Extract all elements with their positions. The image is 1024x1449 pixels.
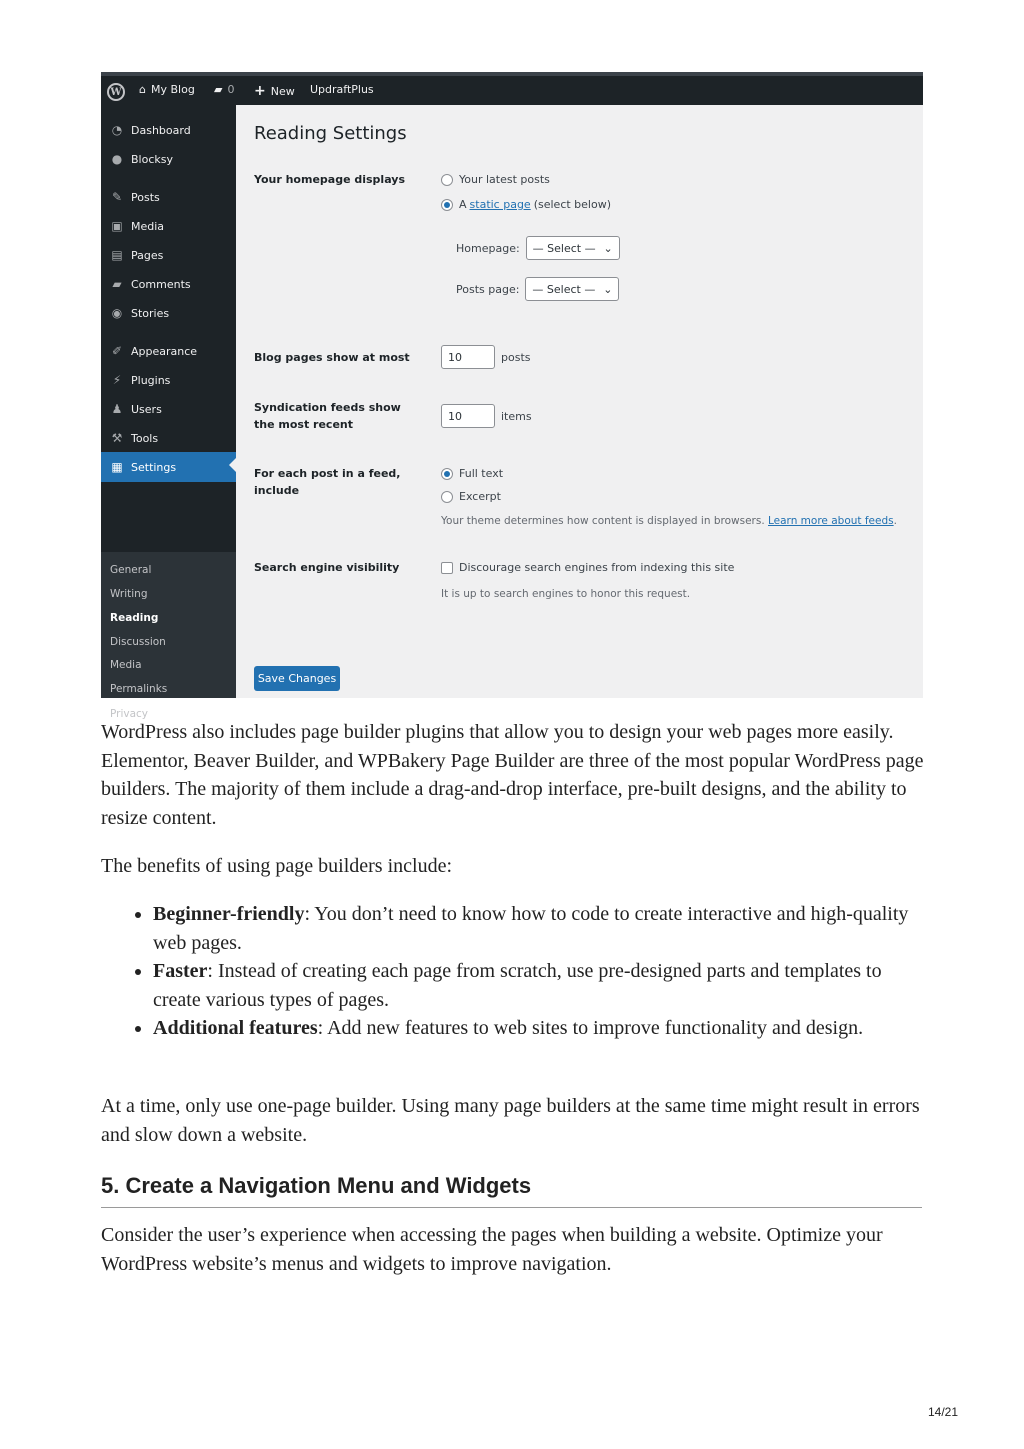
syndication-label: Syndication feeds show the most recent [254, 401, 401, 431]
user-icon: ♟ [111, 402, 123, 416]
submenu-writing[interactable]: Writing [110, 588, 148, 600]
sidebar-item-label: Settings [131, 460, 177, 474]
radio-label: Excerpt [459, 490, 501, 503]
benefit-text: : Add new features to web sites to improve functionality and design. [317, 1017, 864, 1039]
chevron-down-icon: ⌄ [603, 282, 613, 296]
comments-count[interactable]: 0 [227, 83, 235, 96]
section-heading: 5. Create a Navigation Menu and Widgets [101, 1173, 922, 1208]
sidebar-item-label: Plugins [131, 373, 171, 387]
sidebar-item-posts[interactable] [101, 184, 236, 210]
homepage-select-row [456, 236, 620, 260]
comment-icon: ▰ [112, 277, 122, 291]
radio-label-prefix: A [459, 198, 467, 211]
radio-label: Full text [459, 467, 504, 480]
pin-icon: ✎ [111, 190, 123, 204]
radio-static-page[interactable] [441, 198, 611, 211]
brush-icon: ✐ [111, 344, 123, 358]
sidebar-item-comments[interactable] [101, 271, 236, 297]
stories-icon: ◉ [111, 306, 123, 320]
home-icon: ⌂ [139, 83, 146, 96]
blocksy-icon: ● [111, 152, 123, 166]
discourage-search-checkbox-row[interactable] [441, 561, 734, 574]
sidebar-item-dashboard[interactable] [101, 117, 236, 143]
posts-page-select[interactable] [525, 277, 619, 301]
new-link[interactable]: New [270, 84, 295, 98]
article-paragraph-3: At a time, only use one-page builder. Using many page builders at the same time might result in errors and slow down a website. [101, 1095, 920, 1146]
radio-circle[interactable] [441, 174, 453, 186]
page-title: Reading Settings [254, 123, 407, 144]
sidebar-item-label: Appearance [131, 344, 198, 358]
submenu-reading[interactable]: Reading [110, 612, 159, 624]
admin-bar [101, 72, 923, 105]
list-item [153, 957, 921, 1014]
feed-description [441, 515, 897, 527]
plug-icon: ⚡ [112, 373, 122, 387]
radio-full-text[interactable] [441, 467, 503, 480]
sidebar-item-label: Users [131, 402, 162, 416]
search-visibility-description: It is up to search engines to honor this request. [441, 588, 691, 600]
learn-more-feeds-link[interactable]: Learn more about feeds [768, 515, 894, 527]
plus-icon: + [254, 83, 266, 99]
radio-excerpt[interactable] [441, 490, 501, 503]
sidebar-item-blocksy[interactable] [101, 146, 236, 172]
site-name-link[interactable]: My Blog [150, 83, 195, 96]
pages-icon: ▤ [111, 248, 123, 262]
discourage-search-checkbox[interactable] [441, 562, 453, 574]
syndication-row [441, 404, 532, 428]
sidebar-item-plugins[interactable] [101, 367, 236, 393]
homepage-select-label: Homepage: [456, 241, 520, 255]
wordpress-screenshot [101, 72, 923, 720]
sidebar-item-media[interactable] [101, 213, 236, 239]
posts-page-select-label: Posts page: [456, 282, 520, 296]
save-changes-button[interactable]: Save Changes [254, 666, 340, 691]
posts-page-select-row [456, 277, 619, 301]
feed-desc-text: Your theme determines how content is displayed in browsers. [441, 515, 765, 527]
blog-pages-label: Blog pages show at most [254, 351, 410, 364]
benefit-term: Additional features [153, 1017, 318, 1039]
checkbox-label: Discourage search engines from indexing this site [459, 561, 735, 574]
syndication-input[interactable]: 10 [441, 404, 495, 428]
submenu-media[interactable]: Media [110, 659, 142, 671]
radio-label-suffix: (select below) [533, 198, 611, 211]
homepage-displays-label: Your homepage displays [254, 173, 406, 186]
sidebar-item-label: Pages [131, 248, 164, 262]
media-icon: ▣ [111, 219, 123, 233]
blog-pages-row [441, 345, 531, 369]
sidebar-item-settings[interactable] [101, 452, 236, 482]
submenu-permalinks[interactable]: Permalinks [110, 683, 168, 695]
sidebar-item-label: Comments [131, 277, 191, 291]
admin-sidebar [101, 105, 236, 720]
benefit-term: Beginner-friendly [153, 903, 305, 925]
select-value: — Select — [532, 282, 596, 296]
sidebar-item-tools[interactable] [101, 425, 236, 451]
list-item [153, 900, 921, 957]
blog-pages-input[interactable]: 10 [441, 345, 495, 369]
submenu-discussion[interactable]: Discussion [110, 636, 166, 648]
homepage-select[interactable] [526, 236, 620, 260]
article-paragraph-2: The benefits of using page builders include: [101, 855, 453, 877]
sidebar-item-label: Stories [131, 306, 170, 320]
settings-content [236, 105, 923, 698]
sidebar-item-label: Posts [131, 190, 160, 204]
select-value: — Select — [532, 241, 596, 255]
radio-circle[interactable] [441, 468, 453, 480]
static-page-link[interactable]: static page [469, 198, 531, 211]
article-paragraph-4: Consider the user’s experience when accessing the pages when building a website. Optimize your WordPress website’s menus and widgets to improve navigation. [101, 1224, 883, 1275]
page-number: 14/21 [927, 1405, 958, 1419]
blog-pages-unit: posts [501, 350, 531, 364]
updraftplus-link[interactable]: UpdraftPlus [310, 83, 374, 96]
benefit-text: : Instead of creating each page from scratch, use pre-designed parts and templates to create various types of pages. [153, 960, 882, 1011]
sidebar-item-appearance[interactable] [101, 338, 236, 364]
submenu-general[interactable]: General [110, 564, 152, 576]
sidebar-item-label: Blocksy [131, 152, 173, 166]
comment-icon: ▰ [214, 83, 223, 96]
radio-label: Your latest posts [459, 173, 550, 186]
submenu-privacy[interactable]: Privacy [110, 708, 149, 720]
sidebar-item-stories[interactable] [101, 300, 236, 326]
syndication-unit: items [501, 409, 532, 423]
sidebar-item-pages[interactable] [101, 242, 236, 268]
benefit-term: Faster [153, 960, 208, 982]
feed-desc-end: . [893, 515, 897, 527]
feed-include-label: For each post in a feed, include [254, 467, 401, 497]
wrench-icon: ⚒ [111, 431, 123, 445]
sidebar-item-label: Tools [131, 431, 159, 445]
sidebar-item-users[interactable] [101, 396, 236, 422]
radio-circle[interactable] [441, 491, 453, 503]
wordpress-logo-icon[interactable]: W [107, 83, 125, 101]
article-paragraph-1: WordPress also includes page builder plugins that allow you to design your web pages more easily. Elementor, Beaver Builder, and WPBakery Page Builder are three of the most popular WordPress page builders. The majority of them include a drag-and-drop interface, pre-built designs, and the ability to resize content. [101, 721, 924, 829]
search-visibility-label: Search engine visibility [254, 561, 400, 574]
sidebar-item-label: Dashboard [131, 123, 191, 137]
dashboard-icon: ◔ [111, 123, 123, 137]
sidebar-item-label: Media [131, 219, 165, 233]
benefit-text: : You don’t need to know how to code to create interactive and high-quality web pages. [153, 903, 909, 954]
settings-submenu [101, 552, 236, 698]
benefits-list [101, 900, 921, 1043]
radio-circle[interactable] [441, 199, 453, 211]
radio-latest-posts[interactable] [441, 173, 550, 186]
chevron-down-icon: ⌄ [603, 241, 613, 255]
list-item [153, 1014, 921, 1043]
settings-icon: ▦ [111, 460, 123, 474]
